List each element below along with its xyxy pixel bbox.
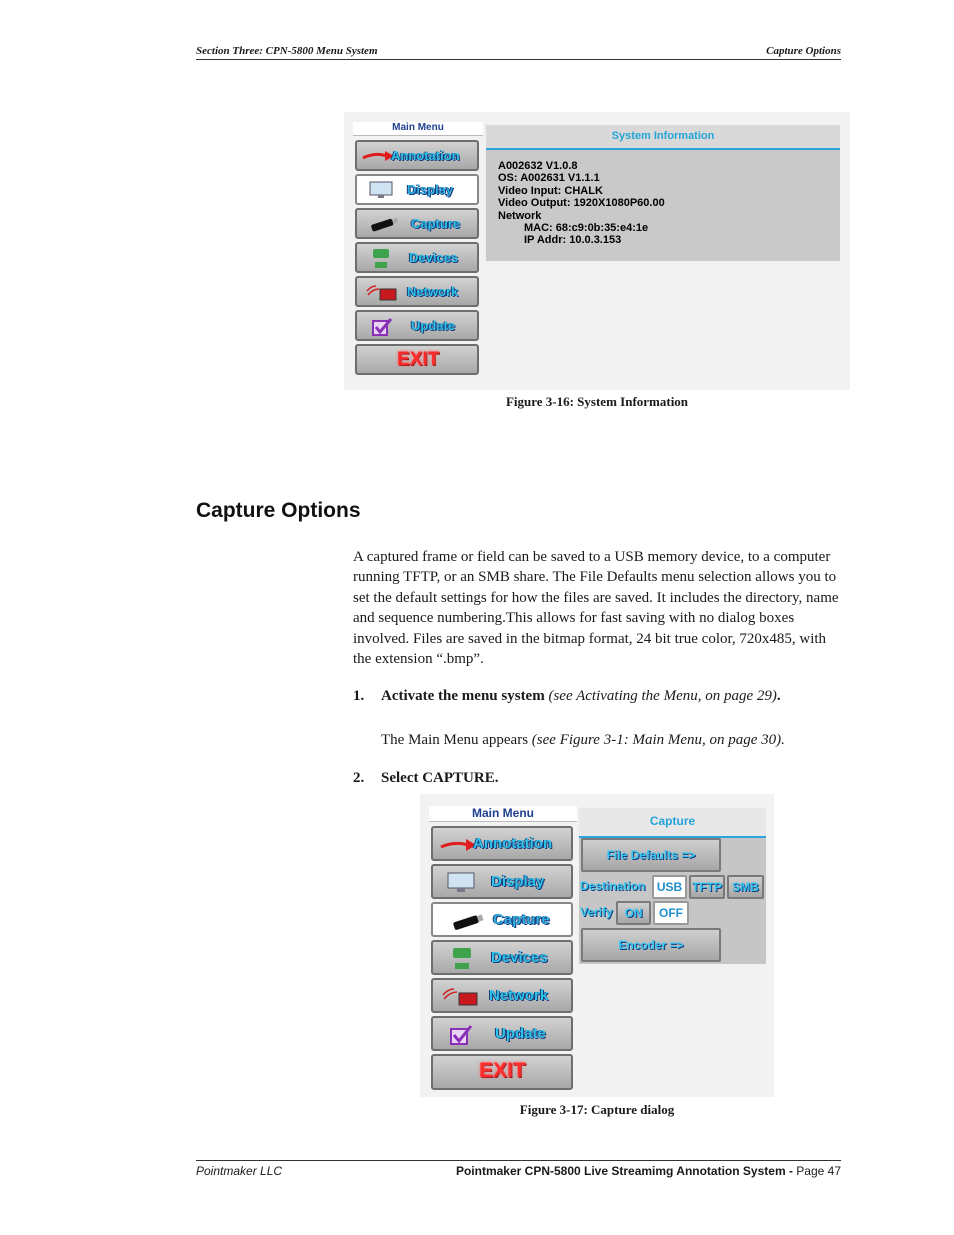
menu-button-devices[interactable] [431, 940, 573, 975]
menu-label-annotation: Annotation [391, 148, 460, 163]
info-line: Video Input: CHALK [498, 184, 603, 197]
menu-label-exit: EXIT [397, 349, 440, 370]
footer-company: Pointmaker LLC [196, 1164, 283, 1178]
file-defaults-button[interactable]: File Defaults => [581, 838, 721, 872]
info-line: A002632 V1.0.8 [498, 160, 578, 172]
encoder-button[interactable]: Encoder => [581, 928, 721, 962]
menu-label-network: Network [407, 284, 459, 299]
note-main: The Main Menu appears [381, 732, 532, 748]
checkbox-icon [449, 1024, 473, 1046]
figure-caption: Figure 3-16: System Information [505, 394, 689, 409]
step-end: . [776, 688, 781, 704]
menu-label-display: Display [407, 182, 454, 197]
info-line: Network [498, 209, 542, 222]
menu-button-exit[interactable] [431, 1054, 573, 1090]
figure-system-information [344, 112, 850, 390]
checkbox-icon [371, 317, 393, 337]
menu-button-update[interactable] [355, 310, 479, 341]
info-line: Video Output: 1920X1080P60.00 [498, 197, 665, 210]
menu-button-annotation[interactable] [355, 140, 479, 171]
red-arrow-icon [439, 836, 477, 854]
cross-reference: (see Activating the Menu, on page 29) [548, 688, 777, 704]
footer-title [456, 1164, 841, 1178]
step-bold: Activate the menu system [381, 688, 545, 704]
section-heading: Capture Options [196, 499, 361, 522]
monitor-icon [369, 181, 393, 199]
main-menu [429, 806, 577, 1092]
figure-caption: Figure 3-17: Capture dialog [519, 1102, 675, 1117]
menu-button-capture[interactable] [355, 208, 479, 239]
body-paragraph: A captured frame or field can be saved to a USB memory device, to a computer running TFTP, or an SMB share. The File Defaults menu selection allows you to set the default settings for how the files are saved. It includes the directory, name and sequence numbering.This allows for fast saving with no dialog boxes involved. Files are saved in the bitmap format, 24 bit true color, 720x485, with the extension “.bmp”. [353, 549, 839, 668]
destination-smb-button[interactable]: SMB [727, 875, 764, 899]
usb-stick-icon [369, 216, 399, 232]
step-1-note [353, 732, 845, 752]
note-text [381, 732, 785, 749]
system-information-lines [498, 160, 828, 247]
system-information-title: System Information [486, 125, 840, 150]
footer-page: Page 47 [792, 1164, 841, 1178]
menu-button-network[interactable] [431, 978, 573, 1013]
network-icon [365, 283, 399, 303]
menu-button-update[interactable] [431, 1016, 573, 1051]
step-2 [353, 770, 845, 790]
step-1 [353, 688, 845, 708]
cross-reference: (see Figure 3-1: Main Menu, on page 30). [531, 732, 785, 748]
menu-label-network: Network [489, 987, 549, 1004]
menu-button-display[interactable] [355, 174, 479, 205]
menu-button-annotation[interactable] [431, 826, 573, 861]
running-footer [196, 1160, 841, 1176]
menu-button-exit[interactable] [355, 344, 479, 375]
red-arrow-icon [361, 148, 395, 164]
destination-tftp-button[interactable]: TFTP [689, 875, 725, 899]
destination-usb-button[interactable]: USB [652, 875, 687, 899]
verify-on-button[interactable]: ON [616, 901, 651, 925]
info-line: OS: A002631 V1.1.1 [498, 172, 600, 185]
menu-button-network[interactable] [355, 276, 479, 307]
destination-label: Destination [580, 879, 646, 893]
info-line: MAC: 68:c9:0b:35:e4:1e [524, 222, 649, 235]
step-text [381, 688, 781, 705]
menu-label-update: Update [411, 318, 456, 333]
step-text: Select CAPTURE. [381, 770, 499, 786]
menu-label-devices: Devices [409, 250, 459, 265]
menu-label-update: Update [495, 1025, 546, 1042]
menu-button-devices[interactable] [355, 242, 479, 273]
menu-label-capture: Capture [411, 216, 461, 231]
figure-capture-dialog [420, 794, 774, 1097]
menu-label-display: Display [491, 873, 545, 890]
menu-button-capture[interactable] [431, 902, 573, 937]
menu-label-devices: Devices [491, 949, 548, 966]
info-line: IP Addr: 10.0.3.153 [524, 234, 622, 247]
verify-label: Verify [580, 905, 613, 919]
device-icon [371, 248, 391, 270]
menu-label-annotation: Annotation [473, 835, 553, 852]
capture-title: Capture [579, 808, 766, 838]
usb-stick-icon [451, 912, 485, 930]
footer-product: Pointmaker CPN-5800 Live Streamimg Annotation System - [455, 1164, 793, 1178]
capture-panel [579, 808, 766, 964]
verify-off-button[interactable]: OFF [653, 901, 689, 925]
step-number: 1. [353, 688, 365, 704]
step-number: 2. [353, 770, 365, 786]
device-icon [451, 947, 473, 971]
menu-label-capture: Capture [493, 911, 550, 928]
header-section: Section Three: CPN-5800 Menu System [196, 45, 378, 57]
running-header [196, 44, 841, 60]
monitor-icon [447, 872, 475, 894]
network-icon [441, 986, 481, 1008]
header-topic: Capture Options [766, 45, 841, 57]
main-menu-title: Main Menu [429, 806, 577, 822]
menu-label-exit: EXIT [479, 1059, 526, 1082]
menu-button-display[interactable] [431, 864, 573, 899]
main-menu-title: Main Menu [353, 122, 483, 136]
main-menu [353, 122, 483, 384]
system-information-panel [486, 125, 840, 261]
